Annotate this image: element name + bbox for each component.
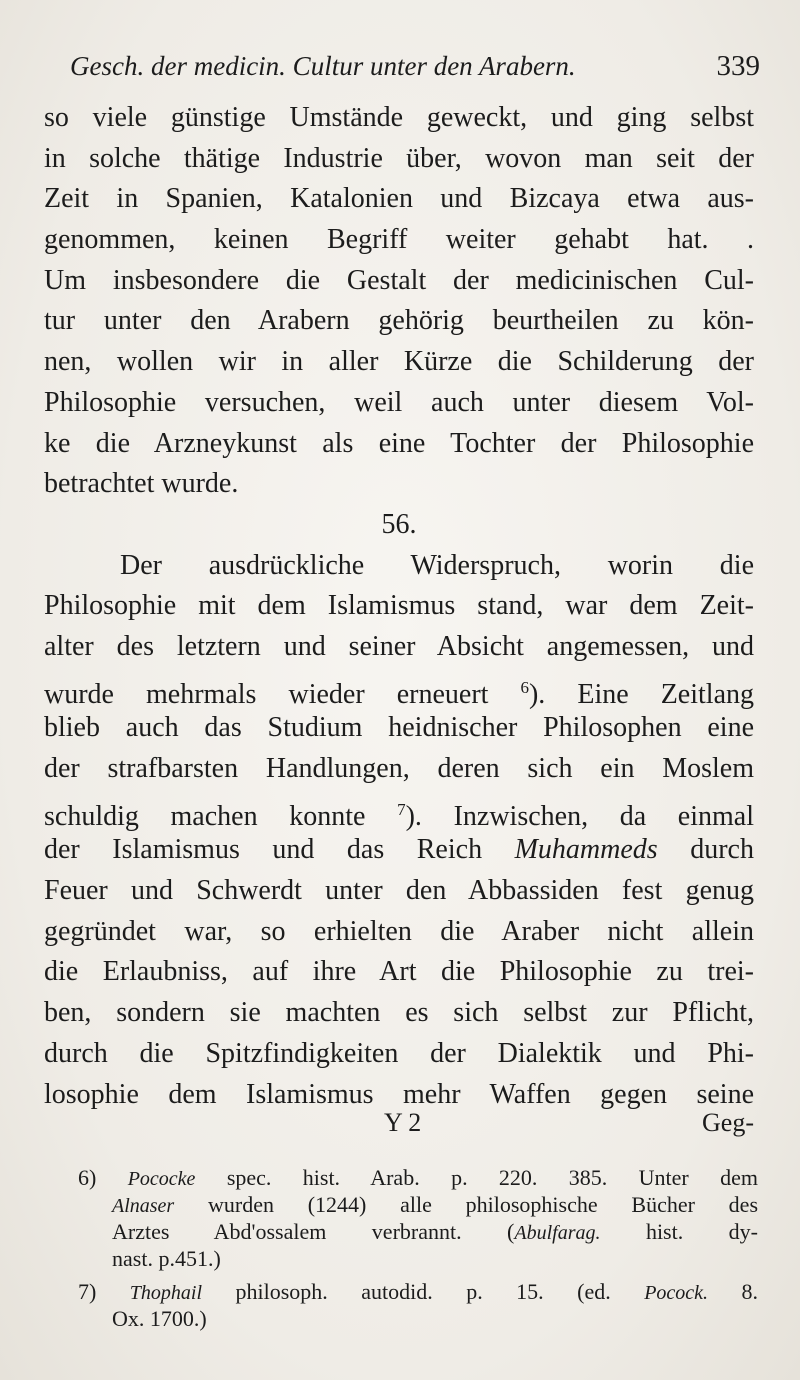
text-line-with-note-7 [44,790,754,831]
text-line: Der ausdrückliche Widerspruch, worin die [120,549,754,581]
footnote-6-line [78,1218,758,1245]
text-line: Philosophie versuchen, weil auch unter diesem Vol- [44,386,754,418]
running-header [70,46,760,86]
section-number: 56. [381,508,417,540]
author-name: Thophail [129,1282,203,1304]
text-line: die Erlaubniss, auf ihre Art die Philosophie zu trei- [44,956,754,988]
text-line: genommen, keinen Begriff weiter gehabt hat. . [44,224,754,256]
text-line: gegründet war, so erhielten die Araber nicht allein [44,915,754,947]
footnote-label: 6) [78,1165,97,1190]
footnote-ref-7: 7 [397,799,406,819]
footnote-label: 7) [78,1279,97,1304]
text-line: so viele günstige Umstände geweckt, und ging selbst [44,102,754,133]
text-segment: schuldig machen konnte [44,800,366,832]
footnotes [78,1164,758,1332]
footnote-7-line [78,1278,758,1305]
text-line: in solche thätige Industrie über, wovon man seit der [44,142,754,174]
text-line-with-note-6 [44,668,754,709]
text-segment: spec. hist. Arab. p. 220. 385. Unter dem [226,1165,759,1190]
text-segment: Arztes Abd'ossalem verbrannt. ( [112,1219,515,1244]
text-line: betrachtet wurde. [44,468,239,500]
footnote-7-line: Ox. 1700.) [112,1306,207,1331]
text-line: der strafbarsten Handlungen, deren sich ein Moslem [44,753,754,784]
text-line: durch die Spitzfindigkeiten der Dialektik und Phi- [44,1037,754,1069]
text-segment: ). Inzwischen, da einmal [405,800,755,832]
page-footer [44,1105,754,1141]
text-line: alter des letztern und seiner Absicht angemessen, und [44,630,754,662]
text-line: Zeit in Spanien, Katalonien und Bizcaya etwa aus- [44,183,754,215]
text-segment: 8. [741,1279,759,1304]
text-segment: ). Eine Zeitlang [528,678,754,710]
footnote-6-line [78,1164,758,1191]
italic-name: Muhammeds [514,834,658,866]
person-name: Alnaser [112,1195,175,1217]
text-segment: philosoph. autodid. p. 15. (ed. [235,1279,611,1304]
footnote-ref-6: 6 [520,677,529,697]
text-line: Feuer und Schwerdt unter den Abbassiden fest genug [44,875,754,907]
editor-name: Pocock. [644,1282,709,1304]
text-segment: wurde mehrmals wieder erneuert [44,678,489,710]
text-segment: hist. dy- [645,1219,758,1244]
author-name: Abulfarag. [514,1222,601,1244]
text-line: Um insbesondere die Gestalt der medicinischen Cul- [44,264,754,296]
text-line: nen, wollen wir in aller Kürze die Schilderung der [44,346,754,378]
text-line: Philosophie mit dem Islamismus stand, war dem Zeit- [44,590,754,622]
page-number: 339 [716,50,760,82]
text-line: blieb auch das Studium heidnischer Philosophen eine [44,712,754,744]
footnote-6-line [78,1191,758,1218]
running-title: Gesch. der medicin. Cultur unter den Arabern. [70,51,576,81]
catchword: Geg- [702,1108,754,1137]
text-line-with-italic [44,830,754,871]
text-segment: wurden (1244) alle philosophische Bücher des [207,1192,759,1217]
text-line: ben, sondern sie machten es sich selbst zur Pflicht, [44,997,754,1029]
author-name: Pococke [127,1168,196,1190]
text-line: losophie dem Islamismus mehr Waffen gegen seine [44,1078,754,1110]
text-segment: durch [690,834,754,866]
text-line: tur unter den Arabern gehörig beurtheilen zu kön- [44,305,754,337]
footnote-6-line: nast. p.451.) [112,1246,221,1271]
text-segment: der Islamismus und das Reich [44,834,483,866]
body-text [44,98,754,1115]
signature-mark: Y 2 [384,1108,422,1137]
text-line: ke die Arzneykunst als eine Tochter der Philosophie [44,427,754,459]
